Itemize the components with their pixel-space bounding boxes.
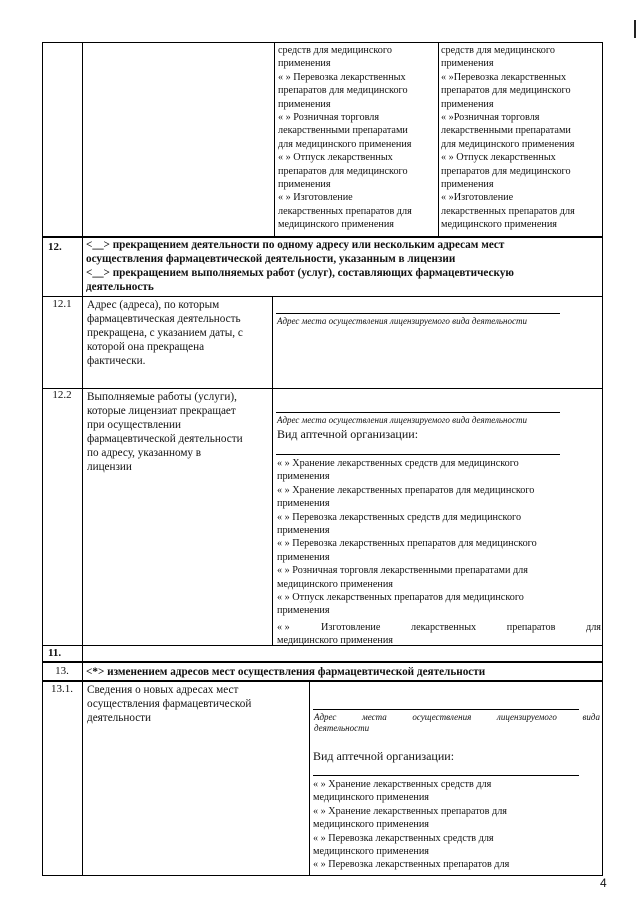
top-row-col3-text bbox=[278, 44, 438, 232]
scan-edge-mark bbox=[634, 20, 636, 38]
text-line: « » Отпуск лекарственных bbox=[278, 152, 393, 164]
text-line: « »Розничная торговля bbox=[441, 112, 540, 124]
checkbox-item-line: « » Перевозка лекарственных средств для медицинского bbox=[277, 511, 522, 523]
text-line: деятельность bbox=[86, 281, 154, 293]
text-line: применения bbox=[441, 179, 494, 191]
row-13-1-label bbox=[87, 683, 307, 725]
table-bottom-border bbox=[42, 875, 603, 876]
row-12-2-last-text: Изготовление лекарственных препаратов для bbox=[321, 622, 601, 633]
checkbox-item-line: « » Хранение лекарственных средств для медицинского bbox=[277, 458, 519, 469]
checkbox-item-line: « » Хранение лекарственных средств для bbox=[313, 779, 492, 790]
caption-word: вида bbox=[582, 712, 600, 722]
row-border bbox=[42, 296, 603, 297]
checkbox-item-line: « » Розничная торговля лекарственными препаратами для bbox=[277, 565, 528, 577]
checkbox-item-line: медицинского применения bbox=[313, 819, 429, 831]
row-12-2-items bbox=[277, 457, 601, 618]
text-line: которые лицензиат прекращает bbox=[87, 405, 236, 417]
text-line: Адрес (адреса), по которым bbox=[87, 299, 220, 311]
text-line: препаратов для медицинского bbox=[441, 85, 571, 97]
section-12-title bbox=[86, 238, 601, 294]
caption-word: Адрес bbox=[314, 712, 337, 722]
text-line: <__> прекращением выполняемых работ (услуг), составляющих фармацевтическую bbox=[86, 267, 514, 279]
text-line: « »Перевозка лекарственных bbox=[441, 71, 567, 83]
row12-inner-border bbox=[272, 296, 273, 646]
row-12-1-label bbox=[87, 298, 271, 368]
row-border bbox=[42, 680, 603, 682]
text-line: лекарственными препаратами bbox=[278, 125, 408, 137]
text-line: Выполняемые работы (услуги), bbox=[87, 391, 237, 403]
row-13-1-caption-2: деятельности bbox=[314, 723, 370, 733]
section-12-number: 12. bbox=[48, 241, 62, 253]
text-line: лекарственных препаратов для bbox=[441, 205, 575, 217]
number-column-border bbox=[82, 42, 83, 876]
text-line: « » Изготовление bbox=[278, 192, 353, 204]
checkbox-item-line: медицинского применения bbox=[313, 846, 429, 858]
checkbox-item-line: « » Хранение лекарственных препаратов для медицинского bbox=[277, 484, 535, 496]
text-line: средств для медицинского bbox=[441, 45, 555, 56]
text-line: для медицинского применения bbox=[278, 138, 412, 150]
org-type-field-line[interactable] bbox=[276, 454, 560, 455]
checkbox-item-line: медицинского применения bbox=[277, 578, 393, 590]
text-line: осуществления фармацевтической деятельности, указанным в лицензии bbox=[86, 253, 456, 265]
text-line: применения bbox=[278, 58, 331, 70]
checkbox-item-line: « » Перевозка лекарственных средств для bbox=[313, 832, 494, 844]
checkbox-item-line: « » Перевозка лекарственных препаратов для медицинского bbox=[277, 538, 537, 550]
text-line: фактически. bbox=[87, 355, 146, 367]
row-12-2-last-quote: « » bbox=[277, 622, 290, 633]
text-line: « » Отпуск лекарственных bbox=[441, 152, 556, 164]
top-row-col4-text bbox=[441, 44, 602, 232]
text-line: применения bbox=[278, 98, 331, 110]
top-row-col-border-2 bbox=[438, 42, 439, 237]
checkbox-item-line: применения bbox=[277, 498, 330, 510]
checkbox-item-line: применения bbox=[277, 605, 330, 617]
text-line: применения bbox=[441, 58, 494, 70]
text-line: средств для медицинского bbox=[278, 45, 392, 56]
section-13-number: 13. bbox=[55, 665, 69, 677]
text-line: препаратов для медицинского bbox=[278, 165, 408, 177]
text-line: <__> прекращением деятельности по одному адресу или нескольким адресам мест bbox=[86, 239, 505, 251]
text-line: фармацевтическая деятельность bbox=[87, 313, 241, 325]
row-border bbox=[42, 661, 603, 663]
text-line: фармацевтической деятельности bbox=[87, 433, 243, 445]
row-12-2-org-type: Вид аптечной организации: bbox=[277, 427, 419, 441]
row-12-2-number: 12.2 bbox=[52, 389, 72, 401]
org-type-field-line[interactable] bbox=[313, 775, 579, 776]
text-line: лицензии bbox=[87, 461, 132, 473]
checkbox-item-line: « » Хранение лекарственных препаратов для bbox=[313, 805, 507, 817]
row-13-1-org-type: Вид аптечной организации: bbox=[313, 749, 455, 763]
text-line: лекарственных препаратов для bbox=[278, 205, 412, 217]
text-line: медицинского применения bbox=[441, 219, 557, 231]
text-line: препаратов для медицинского bbox=[441, 165, 571, 177]
text-line: прекращена, с указанием даты, с bbox=[87, 327, 243, 339]
row-border bbox=[42, 388, 603, 389]
caption-word: лицензируемого bbox=[496, 712, 557, 722]
address-field-line[interactable] bbox=[313, 709, 579, 710]
checkbox-item-line: медицинского применения bbox=[313, 792, 429, 804]
text-line: « » Перевозка лекарственных bbox=[278, 71, 406, 83]
text-line: для медицинского применения bbox=[441, 138, 575, 150]
checkbox-item-line: « » Отпуск лекарственных препаратов для медицинского bbox=[277, 592, 524, 604]
row-12-1-number: 12.1 bbox=[52, 298, 72, 310]
caption-word: места bbox=[362, 712, 387, 722]
row-12-2-last-text-2: медицинского применения bbox=[277, 635, 393, 646]
text-line: « »Изготовление bbox=[441, 192, 514, 204]
text-line: осуществления фармацевтической bbox=[87, 698, 252, 710]
checkbox-item-line: применения bbox=[277, 471, 330, 483]
checkbox-item-line: применения bbox=[277, 525, 330, 537]
text-line: препаратов для медицинского bbox=[278, 85, 408, 97]
text-line: которой она прекращена bbox=[87, 341, 205, 353]
text-line: при осуществлении bbox=[87, 419, 182, 431]
text-line: лекарственными препаратами bbox=[441, 125, 571, 137]
text-line: применения bbox=[441, 98, 494, 110]
text-line: « » Розничная торговля bbox=[278, 112, 380, 124]
table-top-border bbox=[42, 42, 603, 43]
row-13-1-number: 13.1. bbox=[51, 683, 73, 695]
row-11-number: 11. bbox=[48, 647, 62, 659]
caption-word: осуществления bbox=[412, 712, 472, 722]
section-13-title: <*> изменением адресов мест осуществления фармацевтической деятельности bbox=[86, 666, 486, 678]
row13-inner-border bbox=[309, 680, 310, 876]
text-line: деятельности bbox=[87, 712, 152, 724]
row-13-1-items bbox=[313, 778, 599, 872]
table-right-border bbox=[602, 42, 603, 876]
checkbox-item-line: применения bbox=[277, 551, 330, 563]
text-line: Сведения о новых адресах мест bbox=[87, 684, 239, 696]
row-12-1-caption: Адрес места осуществления лицензируемого вида деятельности bbox=[277, 316, 527, 326]
address-field-line[interactable] bbox=[276, 313, 560, 314]
checkbox-item-line: « » Перевозка лекарственных препаратов для bbox=[313, 859, 510, 871]
row-12-2-caption: Адрес места осуществления лицензируемого вида деятельности bbox=[277, 415, 527, 425]
page-number: 4 bbox=[600, 876, 607, 890]
text-line: применения bbox=[278, 179, 331, 191]
text-line: по адресу, указанному в bbox=[87, 447, 202, 459]
table-left-border bbox=[42, 42, 43, 876]
top-row-col-border bbox=[274, 42, 275, 237]
address-field-line[interactable] bbox=[276, 412, 560, 413]
row-12-2-label bbox=[87, 390, 271, 474]
text-line: медицинского применения bbox=[278, 219, 394, 231]
